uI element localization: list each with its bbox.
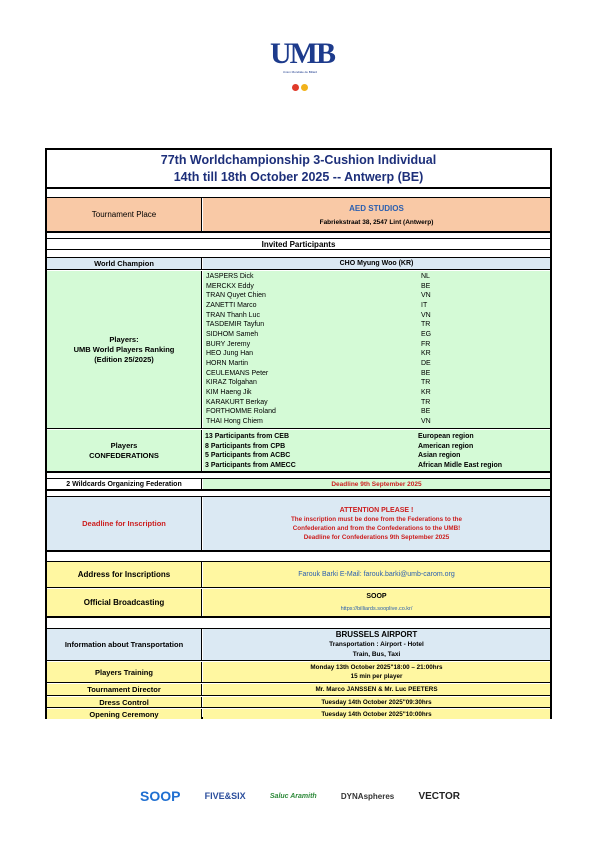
player-name: SIDHOM Sameh: [206, 330, 259, 338]
ceremony-value: Tuesday 14th October 2025"10:00hrs: [203, 709, 550, 719]
tournament-place-value: [203, 198, 550, 231]
director-label: Tournament Director: [47, 684, 202, 695]
player-country: DE: [421, 359, 431, 367]
list-item: [206, 291, 550, 301]
players-label: [47, 271, 202, 428]
tournament-place-label: Tournament Place: [47, 198, 202, 231]
training-line-2: 15 min per player: [350, 673, 403, 680]
player-name: KIRAZ Tolgahan: [206, 379, 257, 387]
player-country: VN: [421, 292, 431, 300]
list-item: [206, 417, 550, 427]
world-champion-row: [47, 257, 550, 270]
tournament-sheet: [45, 148, 552, 719]
ceremony-row: [47, 709, 550, 719]
sponsor-vector: VECTOR: [418, 790, 460, 802]
broadcaster-url[interactable]: https://billiards.sooplive.co.kr/: [340, 606, 413, 612]
player-country: BE: [421, 408, 431, 416]
player-country: BE: [421, 282, 431, 290]
sponsor-soop: SOOP: [140, 788, 181, 804]
list-item: [206, 388, 550, 398]
player-country: BE: [421, 369, 431, 377]
venue-name: AED STUDIOS: [349, 203, 404, 213]
confederations-list: [203, 430, 550, 471]
broadcasting-value: [203, 589, 550, 616]
player-name: THAI Hong Chiem: [206, 417, 263, 425]
address-label: Address for Inscriptions: [47, 562, 202, 587]
player-name: TASDEMIR Tayfun: [206, 321, 265, 329]
list-item: [205, 442, 550, 452]
training-value: [203, 662, 550, 682]
address-value: Farouk Barki E-Mail: farouk.barki@umb-carom.org: [203, 562, 550, 587]
director-value: Mr. Marco JANSSEN & Mr. Luc PEETERS: [203, 684, 550, 695]
inscription-notice: [203, 497, 550, 550]
player-country: TR: [421, 379, 431, 387]
address-row: [47, 561, 550, 588]
list-item: [206, 359, 550, 369]
sponsor-logos: [140, 785, 460, 807]
list-item: [206, 311, 550, 321]
director-row: [47, 684, 550, 696]
confederations-row: [47, 430, 550, 473]
sheet-title: [47, 150, 550, 189]
player-name: FORTHOMME Roland: [206, 408, 276, 416]
list-item: [206, 272, 550, 282]
player-name: HORN Martin: [206, 359, 249, 367]
transportation-line-2: Train, Bus, Taxi: [352, 650, 401, 658]
transportation-value: [203, 629, 550, 660]
player-country: TR: [421, 321, 431, 329]
list-item: [206, 301, 550, 311]
ceremony-label: Opening Ceremony: [47, 709, 202, 719]
player-country: NL: [421, 273, 430, 280]
player-name: HEO Jung Han: [206, 350, 254, 358]
inscription-label: Deadline for Inscription: [47, 497, 202, 550]
broadcasting-row: [47, 589, 550, 618]
player-name: BURY Jeremy: [206, 340, 251, 348]
inscription-line-1: The inscription must be done from the Federations to the: [290, 515, 463, 523]
confederation-participants: 3 Participants from AMECC: [205, 461, 296, 469]
invited-heading: Invited Participants: [47, 238, 550, 250]
transportation-label: Information about Transportation: [47, 629, 202, 660]
player-name: CEULEMANS Peter: [206, 369, 269, 377]
broadcaster-name: SOOP: [366, 593, 387, 600]
wildcards-label: 2 Wildcards Organizing Federation: [47, 479, 202, 489]
yellow-dot-icon: [301, 84, 308, 91]
list-item: [205, 461, 550, 471]
player-name: TRAN Thanh Luc: [206, 311, 260, 319]
player-name: KARAKURT Berkay: [206, 398, 268, 406]
list-item: [206, 320, 550, 330]
list-item: [206, 369, 550, 379]
dress-row: [47, 697, 550, 708]
player-name: JASPERS Dick: [206, 273, 254, 280]
confederations-label-line-1: Players: [110, 440, 138, 450]
tournament-place-row: [47, 197, 550, 233]
players-label-line-2: UMB World Players Ranking: [73, 344, 175, 354]
venue-address: Fabriekstraat 38, 2547 Lint (Antwerp): [319, 218, 434, 226]
transportation-line-1: Transportation : Airport - Hotel: [329, 640, 424, 648]
spacer: [47, 552, 550, 561]
sponsor-dynaspheres: DYNAspheres: [340, 791, 395, 801]
logo-subtitle: Union Mondiale de Billard: [282, 70, 318, 74]
attention-text: ATTENTION PLEASE !: [339, 506, 414, 514]
player-country: VN: [421, 311, 431, 319]
player-country: VN: [421, 417, 431, 425]
training-line-1: Monday 13th October 2025"18:00 – 21:00hrs: [310, 664, 443, 671]
list-item: [206, 282, 550, 292]
confederation-region: American region: [418, 442, 474, 450]
title-line-1: 77th Worldchampionship 3-Cushion Individual: [160, 152, 437, 167]
player-country: KR: [421, 350, 431, 358]
confederations-label: [47, 430, 202, 471]
player-country: EG: [421, 330, 432, 338]
players-row: [47, 271, 550, 429]
confederation-participants: 13 Participants from CEB: [205, 433, 290, 440]
players-label-line-1: Players:: [109, 334, 139, 344]
confederation-region: Asian region: [418, 452, 461, 459]
confederation-region: European region: [418, 433, 474, 440]
player-country: IT: [421, 301, 428, 309]
list-item: [206, 340, 550, 350]
list-item: [206, 398, 550, 408]
inscription-line-2: Confederation and from the Confederations to the UMB!: [292, 524, 461, 532]
player-name: KIM Haeng Jik: [206, 388, 252, 396]
list-item: [206, 349, 550, 359]
players-list: [203, 271, 550, 428]
sponsor-saluc: Saluc Aramith: [269, 792, 317, 800]
training-label: Players Training: [47, 662, 202, 682]
world-champion-label: World Champion: [47, 258, 202, 269]
dress-value: Tuesday 14th October 2025"09:30hrs: [203, 697, 550, 707]
confederation-participants: 8 Participants from CPB: [205, 442, 286, 450]
confederation-region: African Midle East region: [418, 461, 503, 469]
player-name: ZANETTI Marco: [206, 301, 257, 309]
player-country: TR: [421, 398, 431, 406]
wildcards-deadline: Deadline 9th September 2025: [203, 479, 550, 489]
player-name: MERCKX Eddy: [206, 282, 254, 290]
broadcasting-label: Official Broadcasting: [47, 589, 202, 616]
list-item: [206, 330, 550, 340]
training-row: [47, 662, 550, 683]
confederation-participants: 5 Participants from ACBC: [205, 452, 291, 459]
umb-logo: [270, 37, 334, 94]
player-country: KR: [421, 388, 431, 396]
list-item: [206, 378, 550, 388]
logo-dots: [270, 78, 330, 96]
list-item: [206, 407, 550, 417]
players-label-line-3: (Edition 25/2025): [94, 354, 154, 364]
sponsor-five-six: FIVE&SIX: [204, 791, 246, 801]
world-champion-name: CHO Myung Woo (KR): [203, 258, 550, 269]
list-item: [205, 451, 550, 461]
inscription-row: [47, 496, 550, 552]
transportation-row: [47, 628, 550, 661]
list-item: [205, 432, 550, 442]
wildcards-row: [47, 478, 550, 491]
title-line-2: 14th till 18th October 2025 -- Antwerp (BE): [173, 169, 424, 184]
confederations-label-line-2: CONFEDERATIONS: [89, 450, 159, 460]
logo-text: UMB: [270, 37, 334, 70]
airport-name: BRUSSELS AIRPORT: [335, 629, 418, 639]
red-dot-icon: [292, 84, 299, 91]
spacer: [47, 620, 550, 628]
player-name: TRAN Quyet Chien: [206, 292, 266, 300]
player-country: FR: [421, 340, 431, 348]
dress-label: Dress Control: [47, 697, 202, 707]
inscription-line-3: Deadline for Confederations 9th September 2025: [303, 533, 450, 541]
